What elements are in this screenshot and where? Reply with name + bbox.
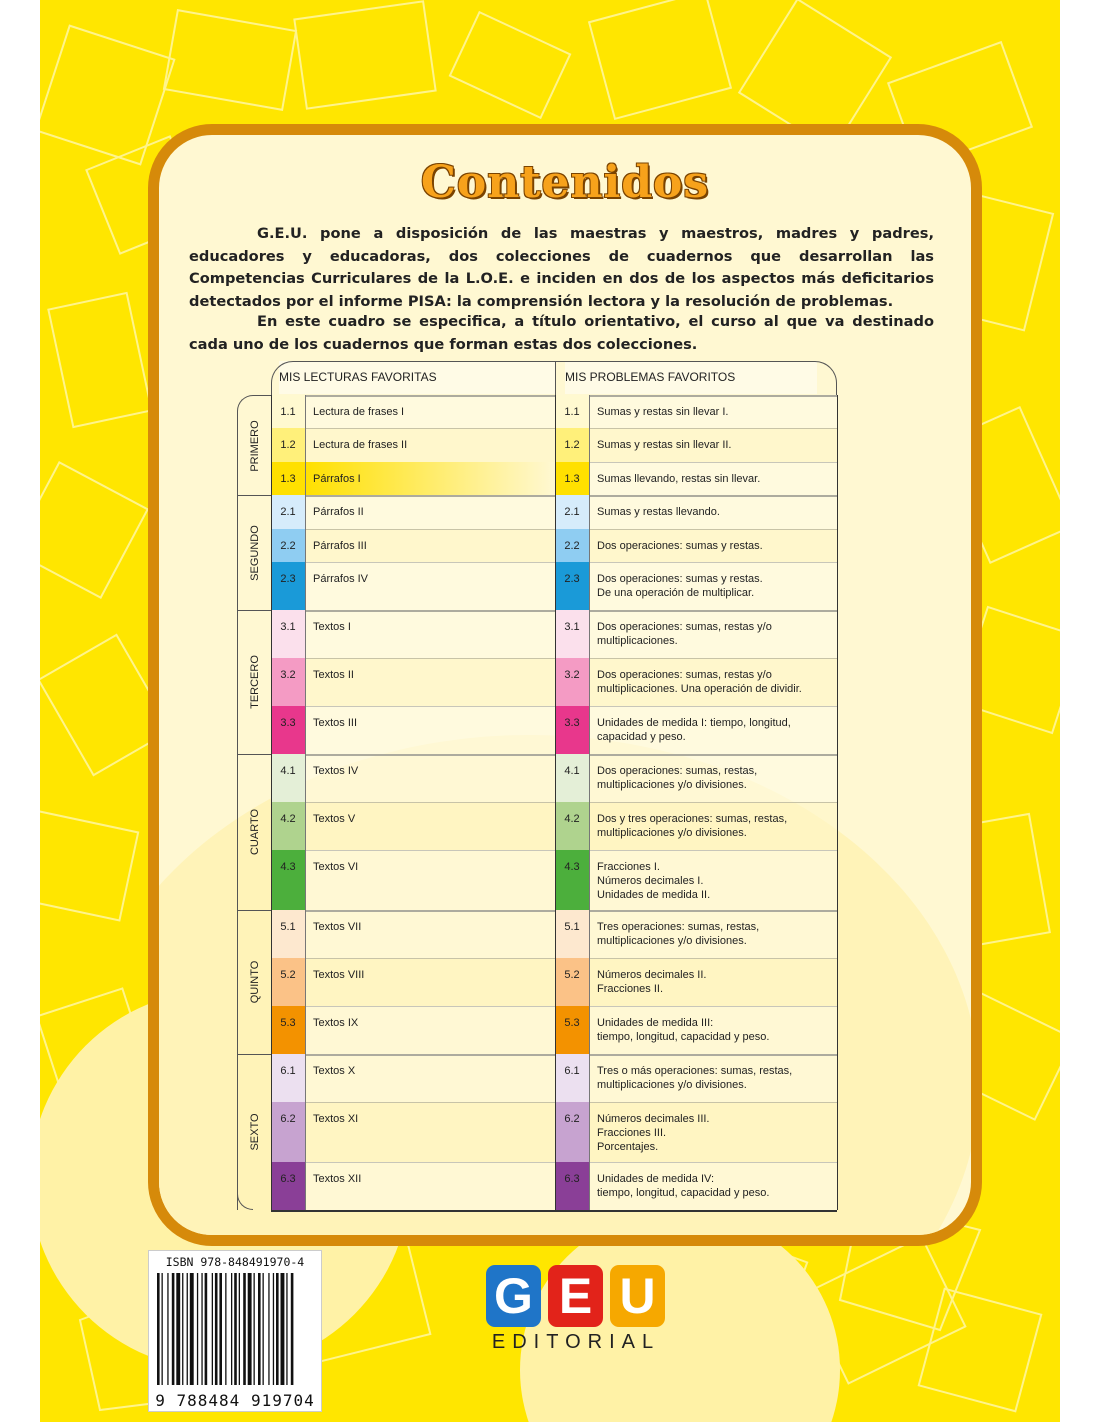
section-label: QUINTO [248,960,261,1004]
isbn-label: ISBN 978-848491970-4 [165,1255,305,1269]
lectura-title: Textos III [305,706,555,754]
contents-panel [148,124,982,1246]
header-frame [271,361,837,395]
section-divider [237,1054,271,1055]
problema-title: Sumas llevando, restas sin llevar. [589,462,837,495]
problema-title: Fracciones I. Números decimales I. Unidades de medida II. [589,850,837,910]
row-number-lecturas: 6.2 [271,1102,305,1162]
row-number-lecturas: 1.1 [271,395,305,428]
section-label: CUARTO [248,808,261,856]
header-divider [555,361,556,395]
row-number-problemas: 1.3 [555,462,589,495]
problema-title: Tres o más operaciones: sumas, restas, multiplicaciones y/o divisiones. [589,1054,837,1102]
lectura-title: Textos VI [305,850,555,910]
lectura-title: Textos X [305,1054,555,1102]
problema-title: Números decimales II. Fracciones II. [589,958,837,1006]
lectura-title: Lectura de frases I [305,395,555,428]
lectura-title: Párrafos II [305,495,555,529]
header-problemas: MIS PROBLEMAS FAVORITOS [565,361,817,394]
intro-paragraph-2: En este cuadro se especifica, a título orientativo, el curso al que va destinado cada uno de los cuadernos que forman estas dos colecciones. [189,313,934,353]
row-number-lecturas: 5.1 [271,910,305,958]
logo-letter-u: U [610,1265,665,1327]
row-number-problemas: 2.1 [555,495,589,529]
row-number-problemas: 3.3 [555,706,589,754]
logo-letter-e: E [548,1265,603,1327]
row-number-problemas: 1.2 [555,428,589,462]
lectura-title: Párrafos I [305,462,555,495]
row-number-problemas: 1.1 [555,395,589,428]
row-number-problemas: 2.3 [555,562,589,610]
section-cuarto [237,754,271,910]
barcode-number: 9 788484 919704 [155,1391,315,1410]
table-column-line [555,395,556,1210]
table-line [271,1210,837,1212]
section-sexto [237,1054,271,1210]
section-tercero [237,610,271,754]
lectura-title: Párrafos III [305,529,555,562]
section-label: PRIMERO [248,419,261,472]
lectura-title: Textos IV [305,754,555,802]
section-primero [237,395,271,495]
section-divider [237,910,271,911]
lectura-title: Párrafos IV [305,562,555,610]
row-number-lecturas: 3.3 [271,706,305,754]
lectura-title: Textos XI [305,1102,555,1162]
row-number-problemas: 5.1 [555,910,589,958]
lectura-title: Textos V [305,802,555,850]
row-number-problemas: 4.2 [555,802,589,850]
lectura-title: Textos IX [305,1006,555,1054]
problema-title: Dos operaciones: sumas, restas y/o multiplicaciones. Una operación de dividir. [589,658,837,706]
problema-title: Dos operaciones: sumas y restas. [589,529,837,562]
problema-title: Dos y tres operaciones: sumas, restas, multiplicaciones y/o divisiones. [589,802,837,850]
row-number-lecturas: 4.1 [271,754,305,802]
row-number-problemas: 6.3 [555,1162,589,1210]
section-segundo [237,495,271,610]
table-column-line [589,395,590,1210]
row-number-lecturas: 2.3 [271,562,305,610]
problema-title: Unidades de medida IV: tiempo, longitud, capacidad y peso. [589,1162,837,1210]
lectura-title: Textos VIII [305,958,555,1006]
lectura-title: Textos I [305,610,555,658]
isbn-barcode [148,1250,322,1412]
section-divider [237,754,271,755]
logo-subtitle: EDITORIAL [491,1331,661,1353]
back-cover [40,0,1060,1422]
header-lecturas: MIS LECTURAS FAVORITAS [279,361,555,394]
row-number-problemas: 2.2 [555,529,589,562]
row-number-lecturas: 2.1 [271,495,305,529]
section-label: SEXTO [248,1113,261,1151]
table-column-line [271,395,272,1210]
row-number-problemas: 6.2 [555,1102,589,1162]
logo-letter-g: G [486,1265,541,1327]
row-number-problemas: 5.2 [555,958,589,1006]
row-number-lecturas: 4.3 [271,850,305,910]
problema-title: Sumas y restas sin llevar II. [589,428,837,462]
row-number-problemas: 3.2 [555,658,589,706]
section-label: SEGUNDO [248,524,261,581]
section-divider [237,495,271,496]
geu-editorial-logo [486,1265,666,1365]
problema-title: Sumas y restas sin llevar I. [589,395,837,428]
problema-title: Unidades de medida III: tiempo, longitud, capacidad y peso. [589,1006,837,1054]
barcode-bars [153,1273,317,1389]
row-number-lecturas: 3.2 [271,658,305,706]
lectura-title: Textos XII [305,1162,555,1210]
lectura-title: Textos II [305,658,555,706]
row-number-problemas: 4.1 [555,754,589,802]
intro-paragraph-1: G.E.U. pone a disposición de las maestras y maestros, madres y padres, educadores y educadoras, dos colecciones de cuadernos que desarrollan las Competencias Curriculares de la L.O.E. e inciden en dos de los aspectos más deficitarios detectados por el informe PISA: la comprensión lectora y la resolución de problemas. [189,225,934,310]
row-number-lecturas: 5.3 [271,1006,305,1054]
lectura-title: Textos VII [305,910,555,958]
problema-title: Tres operaciones: sumas, restas, multiplicaciones y/o divisiones. [589,910,837,958]
row-number-problemas: 6.1 [555,1054,589,1102]
table-column-line [837,395,838,1210]
section-label: TERCERO [248,655,261,709]
contents-table [237,361,837,1211]
row-number-lecturas: 6.1 [271,1054,305,1102]
table-column-line [305,395,306,1210]
problema-title: Dos operaciones: sumas y restas. De una operación de multiplicar. [589,562,837,610]
problema-title: Dos operaciones: sumas, restas, multiplicaciones y/o divisiones. [589,754,837,802]
row-number-lecturas: 4.2 [271,802,305,850]
row-number-lecturas: 3.1 [271,610,305,658]
page-title: Contenidos [420,157,710,208]
problema-title: Dos operaciones: sumas, restas y/o multiplicaciones. [589,610,837,658]
lectura-title: Lectura de frases II [305,428,555,462]
problema-title: Sumas y restas llevando. [589,495,837,529]
row-number-lecturas: 1.2 [271,428,305,462]
row-number-lecturas: 1.3 [271,462,305,495]
row-number-lecturas: 6.3 [271,1162,305,1210]
row-number-lecturas: 2.2 [271,529,305,562]
row-number-lecturas: 5.2 [271,958,305,1006]
row-number-problemas: 3.1 [555,610,589,658]
section-divider [237,610,271,611]
section-quinto [237,910,271,1054]
row-number-problemas: 4.3 [555,850,589,910]
problema-title: Números decimales III. Fracciones III. Porcentajes. [589,1102,837,1162]
problema-title: Unidades de medida I: tiempo, longitud, capacidad y peso. [589,706,837,754]
row-number-problemas: 5.3 [555,1006,589,1054]
